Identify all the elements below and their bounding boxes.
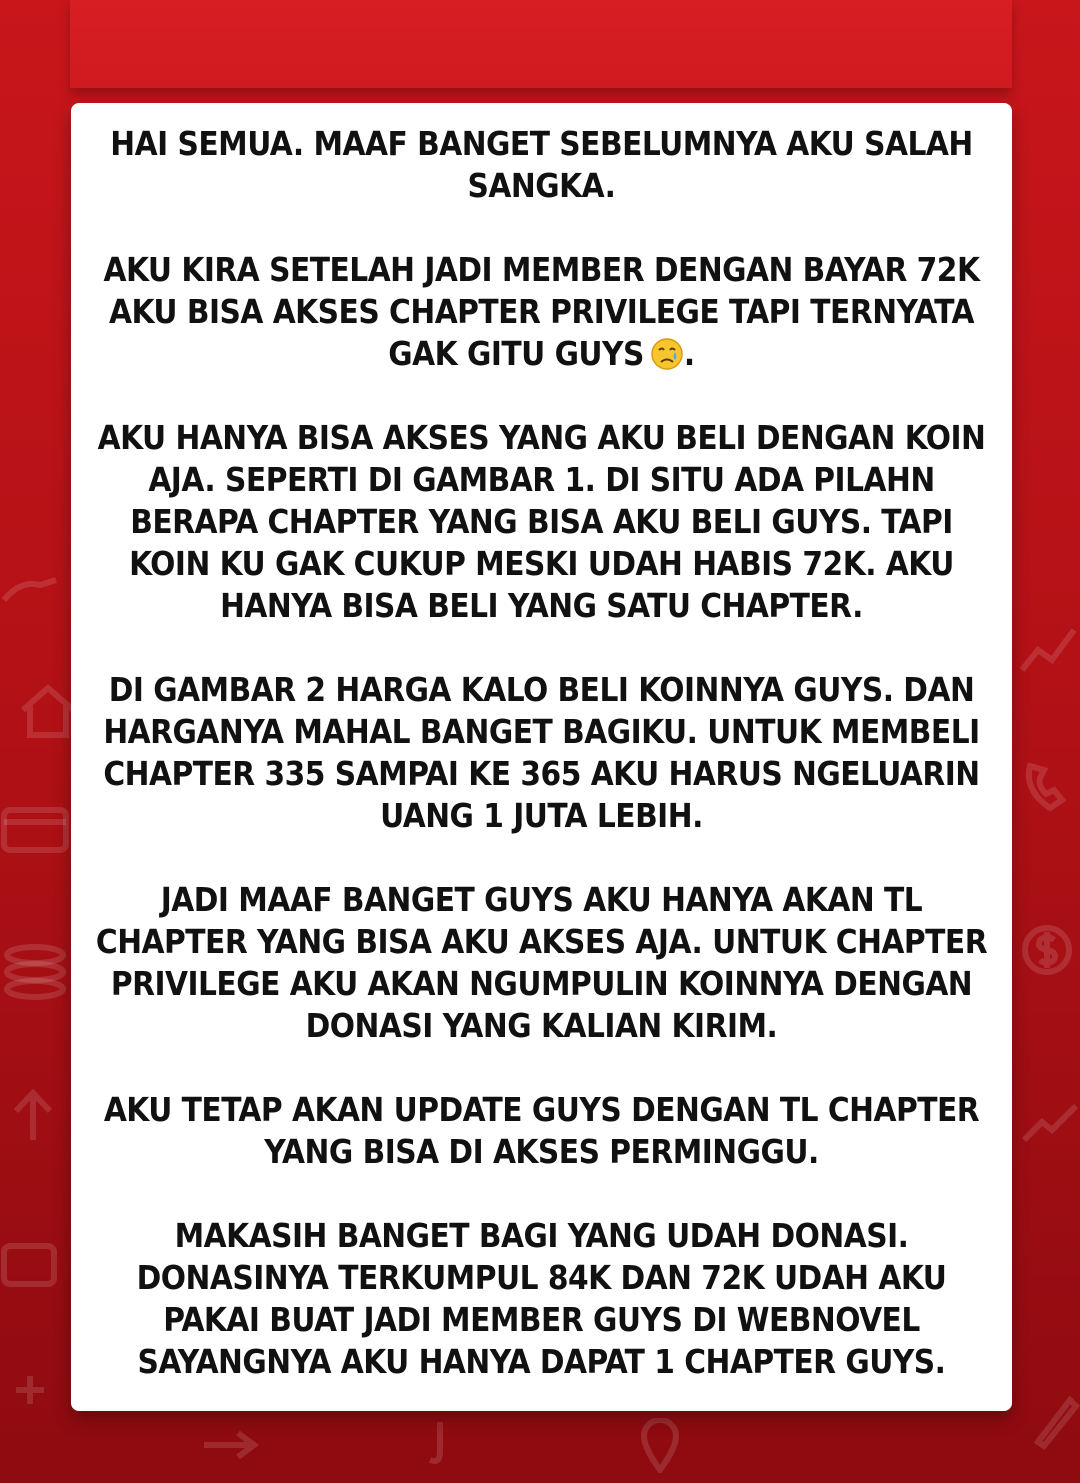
announcement-text bbox=[93, 123, 990, 1383]
plus-icon bbox=[10, 1370, 50, 1410]
wallet-icon bbox=[0, 1240, 60, 1290]
paragraph-4: DI GAMBAR 2 HARGA KALO BELI KOINNYA GUYS. DAN HARGANYA MAHAL BANGET BAGIKU. UNTUK MEMBELI CHAPTER 335 SAMPAI KE 365 AKU HARUS NGELUARIN UANG 1 JUTA LEBIH. bbox=[103, 670, 980, 835]
coins-icon bbox=[0, 940, 70, 1010]
paragraph-1: HAI SEMUA. MAAF BANGET SEBELUMNYA AKU SALAH SANGKA. bbox=[110, 124, 973, 205]
arrow-right-icon bbox=[200, 1425, 260, 1465]
crying-face-icon bbox=[650, 337, 684, 371]
phone-icon bbox=[1020, 760, 1075, 815]
card-icon bbox=[0, 800, 70, 860]
top-banner bbox=[70, 0, 1012, 88]
house-icon bbox=[18, 680, 78, 740]
trend-icon bbox=[1020, 1100, 1080, 1150]
arrow-up-icon bbox=[8, 1085, 58, 1145]
paragraph-2 bbox=[93, 249, 990, 375]
hand-icon bbox=[0, 560, 60, 620]
pencil-icon bbox=[1030, 1390, 1080, 1450]
paragraph-2-text: AKU KIRA SETELAH JADI MEMBER DENGAN BAYAR 72K AKU BISA AKSES CHAPTER PRIVILEGE TAPI TERNYATA GAK GITU GUYS bbox=[103, 250, 980, 373]
paragraph-2-suffix: . bbox=[683, 334, 695, 373]
paragraph-7: MAKASIH BANGET BAGI YANG UDAH DONASI. DONASINYA TERKUMPUL 84K DAN 72K UDAH AKU PAKAI BUAT JADI MEMBER GUYS DI WEBNOVEL SAYANGNYA AKU HANYA DAPAT 1 CHAPTER GUYS. bbox=[136, 1216, 947, 1381]
paragraph-3: AKU HANYA BISA AKSES YANG AKU BELI DENGAN KOIN AJA. SEPERTI DI GAMBAR 1. DI SITU ADA PILAHN BERAPA CHAPTER YANG BISA AKU BELI GUYS. TAPI KOIN KU GAK CUKUP MESKI UDAH HABIS 72K. AKU HANYA BISA BELI YANG SATU CHAPTER. bbox=[97, 418, 986, 625]
paragraph-6: AKU TETAP AKAN UPDATE GUYS DENGAN TL CHAPTER YANG BISA DI AKSES PERMINGGU. bbox=[103, 1090, 980, 1171]
location-pin-icon bbox=[640, 1418, 680, 1473]
chart-icon bbox=[1018, 620, 1078, 680]
hook-icon bbox=[420, 1418, 460, 1468]
announcement-card bbox=[71, 103, 1012, 1411]
dollar-icon bbox=[1020, 920, 1075, 980]
paragraph-5: JADI MAAF BANGET GUYS AKU HANYA AKAN TL CHAPTER YANG BISA AKU AKSES AJA. UNTUK CHAPTER PRIVILEGE AKU AKAN NGUMPULIN KOINNYA DENGAN DONASI YANG KALIAN KIRIM. bbox=[95, 880, 988, 1045]
